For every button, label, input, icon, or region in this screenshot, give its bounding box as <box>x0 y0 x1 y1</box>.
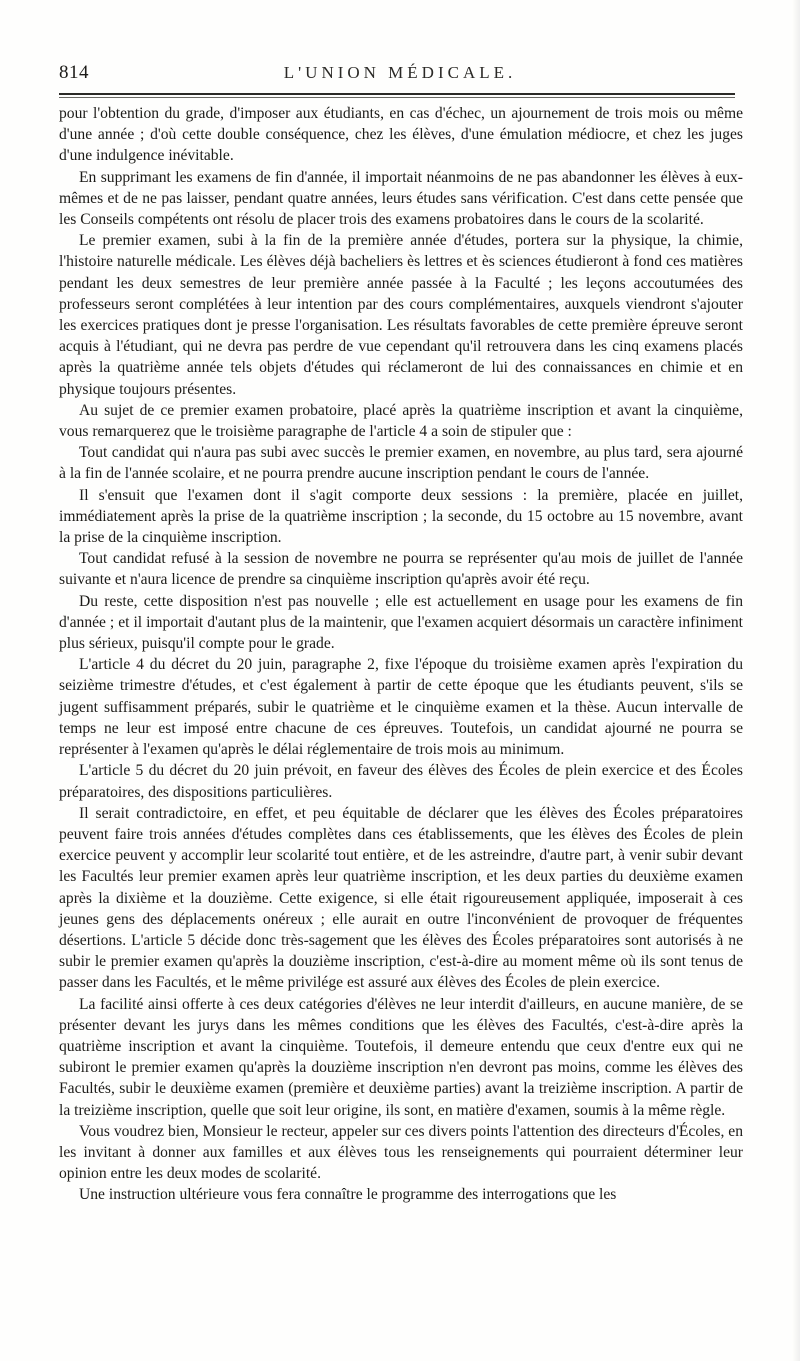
paragraph: La facilité ainsi offerte à ces deux catégories d'élèves ne leur interdit d'ailleurs, en aucune manière, de se présenter devant les jurys dans les mêmes conditions que les élèves des Facultés, c'est-à-dire après la quatrième inscription et avant la cinquième. Toutefois, il demeure entendu que ceux d'entre eux qui ne subiront le premier examen qu'après la douzième inscription n'en devront pas moins, comme les élèves des Facultés, subir le deuxième examen (première et deuxième parties) avant la treizième inscription. A partir de la treizième inscription, quelle que soit leur origine, ils sont, en matière d'examen, soumis à la même règle. <box>59 995 743 1119</box>
page-edge-shadow <box>792 0 800 1361</box>
paragraph: Le premier examen, subi à la fin de la première année d'études, portera sur la physique, la chimie, l'histoire naturelle médicale. Les élèves déjà bacheliers ès lettres et ès sciences étudieront à fond ces matières pendant les deux semestres de leur première année passée à la Faculté ; les leçons accoutumées des professeurs seront complétées à leur intention par des cours complémentaires, auxquels viendront s'ajouter les exercices pratiques dont je presse l'organisation. Les résultats favorables de cette première épreuve seront acquis à l'étudiant, qui ne devra pas perdre de vue cependant qu'il retrouvera dans les cinq examens placés après la quatrième année tels objets d'études qui réclameront de lui des connaissances en chimie et en physique toujours présentes. <box>59 232 743 398</box>
paragraph: Au sujet de ce premier examen probatoire, placé après la quatrième inscription et avant la cinquième, vous remarquerez que le troisième paragraphe de l'article 4 a soin de stipuler que : <box>59 401 743 441</box>
paragraph: Tout candidat qui n'aura pas subi avec succès le premier examen, en novembre, au plus tard, sera ajourné à la fin de l'année scolaire, et ne pourra prendre aucune inscription pendant le cours de l'année. <box>59 444 743 483</box>
header-rule <box>59 93 735 95</box>
paragraph: Du reste, cette disposition n'est pas nouvelle ; elle est actuellement en usage pour les examens de fin d'année ; et il importait d'autant plus de la maintenir, que l'examen acquiert désormais un caractère infiniment plus sérieux, puisqu'il compte pour le grade. <box>59 592 743 653</box>
paragraph: En supprimant les examens de fin d'année, il importait néanmoins de ne pas abandonner les élèves à eux-mêmes et de ne pas laisser, pendant quatre années, leurs études sans vérification. C'est dans cette pensée que les Conseils compétents ont résolu de placer trois des examens probatoires dans le cours de la scolarité. <box>59 168 743 229</box>
paragraph: Une instruction ultérieure vous fera connaître le programme des interrogations que les <box>79 1186 617 1204</box>
paragraph: L'article 5 du décret du 20 juin prévoit, en faveur des élèves des Écoles de plein exercice et des Écoles préparatoires, des dispositions particulières. <box>59 762 743 801</box>
header-rule-thin <box>59 97 735 98</box>
body-text <box>59 103 743 1206</box>
paragraph: L'article 4 du décret du 20 juin, paragraphe 2, fixe l'époque du troisième examen après l'expiration du seizième trimestre d'études, et c'est également à partir de cette époque que les étudiants peuvent, s'ils se jugent suffisamment préparés, subir le quatrième et le cinquième examen et la thèse. Aucun intervalle de temps ne leur est imposé entre chacune de ces épreuves. Toutefois, un candidat ajourné ne pourra se représenter à l'examen qu'après le délai réglementaire de trois mois au minimum. <box>59 656 743 759</box>
paragraph: Tout candidat refusé à la session de novembre ne pourra se représenter qu'au mois de juillet de l'année suivante et n'aura licence de prendre sa cinquième inscription qu'après avoir été reçu. <box>59 550 743 589</box>
paragraph: Il s'ensuit que l'examen dont il s'agit comporte deux sessions : la première, placée en juillet, immédiatement après la prise de la quatrième inscription ; la seconde, du 15 octobre au 15 novembre, avant la prise de la cinquième inscription. <box>59 486 743 547</box>
paragraph: pour l'obtention du grade, d'imposer aux étudiants, en cas d'échec, un ajournement de trois mois ou même d'une année ; d'où cette double conséquence, chez les élèves, d'une émulation médiocre, et chez les juges d'une indulgence inévitable. <box>59 105 743 165</box>
page-header <box>59 62 741 84</box>
paragraph: Vous voudrez bien, Monsieur le recteur, appeler sur ces divers points l'attention des directeurs d'Écoles, en les invitant à donner aux familles et aux élèves tous les renseignements qui pourraient déterminer leur opinion entre les deux modes de scolarité. <box>59 1122 743 1183</box>
paragraph: Il serait contradictoire, en effet, et peu équitable de déclarer que les élèves des Écoles préparatoires peuvent faire trois années d'études complètes dans ces établissements, que les élèves des Écoles de plein exercice peuvent y accomplir leur scolarité tout entière, et de les astreindre, d'autre part, à venir subir devant les Facultés leur premier examen après leur quatrième inscription, et les deux parties du deuxième examen après la dixième et la douzième. Cette exigence, si elle était rigoureusement appliquée, imposerait à ces jeunes gens des déplacements onéreux ; elle aurait en outre l'inconvénient de provoquer de fréquentes désertions. L'article 5 décide donc très-sagement que les élèves des Écoles préparatoires sont autorisés à ne subir le premier examen qu'après la douzième inscription, c'est-à-dire au moment même où ils sont tenus de passer dans les Facultés, et le même privilége est assuré aux élèves des Écoles de plein exercice. <box>59 804 743 992</box>
running-title: L'UNION MÉDICALE. <box>283 63 517 82</box>
page-number: 814 <box>59 62 89 83</box>
